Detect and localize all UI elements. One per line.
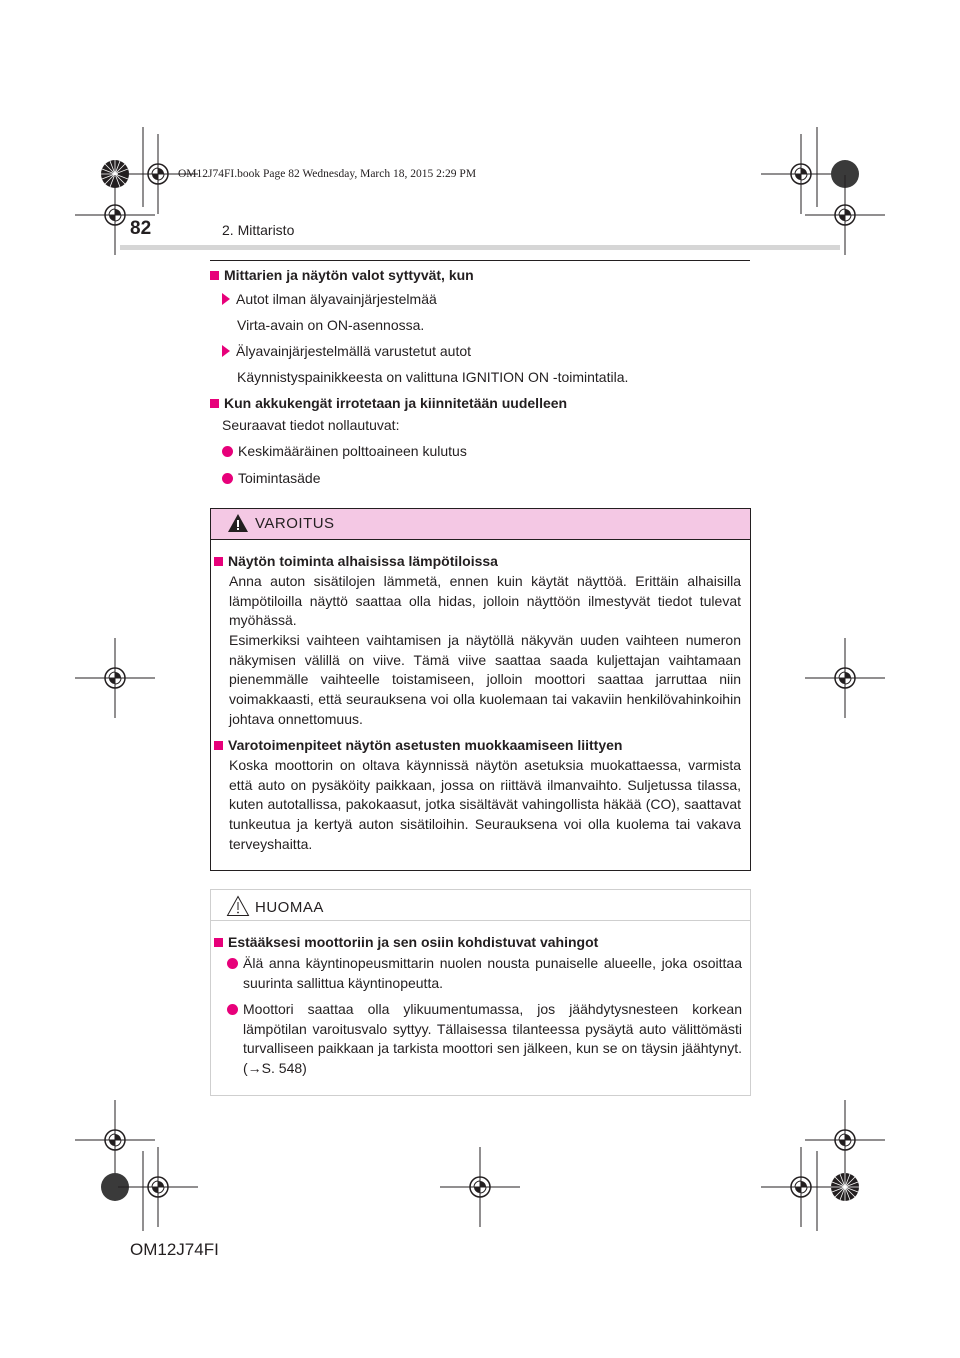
round-bullet-icon — [227, 1004, 238, 1015]
square-bullet-icon — [214, 741, 223, 750]
warning-triangle-icon — [227, 513, 249, 533]
triangle-bullet-icon — [222, 293, 230, 305]
caution-triangle-icon — [226, 895, 250, 917]
warning-paragraph: Esimerkiksi vaihteen vaihtamisen ja näytöllä näkyvän uuden vaihteen numeron näkymisen välillä on viive. Tämä viive saattaa saada kuljettajan vaihtamaan pienemmälle vaihteelle toistamiseen, jolloin moottori saattaa jarruttaa niin voimakkaasti, että seurauksena voi olla kuolemaan tai vakaviin henkilövahinkoihin johtava onnettomuus. — [229, 632, 741, 727]
warning-section-heading: Näytön toiminta alhaisissa lämpötiloissa — [214, 552, 498, 570]
warning-paragraph: Anna auton sisätilojen lämmetä, ennen kuin käytät näyttöä. Erittäin alhaisilla lämpötiloilla näyttö saattaa olla hidas, jolloin näyttöön ilmestyvät tiedot tulevat myöhässä. — [229, 573, 741, 629]
notice-label: HUOMAA — [255, 899, 324, 916]
round-bullet-icon — [222, 446, 233, 457]
header-rule — [120, 245, 840, 250]
warning-header — [211, 509, 750, 540]
square-bullet-icon — [210, 399, 219, 408]
section-title: 2. Mittaristo — [222, 222, 295, 238]
list-item: Älyavainjärjestelmällä varustetut autot — [222, 342, 471, 360]
document-code: OM12J74FI — [130, 1240, 219, 1259]
notice-bullet: Älä anna käyntinopeusmittarin nuolen nousta punaiselle alueelle, joka osoittaa suurinta sallittua käyntinopeutta. — [243, 955, 742, 991]
triangle-bullet-icon — [222, 345, 230, 357]
list-item: Keskimääräinen polttoaineen kulutus — [222, 442, 467, 460]
page-number: 82 — [130, 218, 152, 239]
square-bullet-icon — [210, 271, 219, 280]
round-bullet-icon — [222, 473, 233, 484]
round-bullet-icon — [227, 958, 238, 969]
list-item: Autot ilman älyavainjärjestelmää — [222, 290, 437, 308]
list-item-detail: Virta-avain on ON-asennossa. — [237, 317, 425, 333]
notice-heading: Estääksesi moottoriin ja sen osiin kohdistuvat vahingot — [214, 933, 598, 951]
warning-box — [210, 508, 751, 871]
topic-heading: Mittarien ja näytön valot syttyvät, kun — [210, 266, 474, 284]
square-bullet-icon — [214, 557, 223, 566]
warning-paragraph: Koska moottorin on oltava käynnissä näytön asetuksia muokattaessa, varmista että auto on pysäköity paikkaan, jossa on riittävä ilmanvaihto. Suljetussa tilassa, kuten autotallissa, pakokaasut, jotka sisältävät vahingollista häkää (CO), saattavat tunkeutua ja kertyä auton sisätiloihin. Seurauksena voi olla kuolema tai vakava terveyshaitta. — [229, 757, 741, 852]
list-item: Toimintasäde — [222, 469, 321, 487]
notice-box — [210, 889, 751, 1096]
notice-header — [211, 890, 750, 921]
book-stamp: OM12J74FI.book Page 82 Wednesday, March 18, 2015 2:29 PM — [178, 168, 477, 180]
content-rule — [210, 260, 750, 261]
list-item-detail: Käynnistyspainikkeesta on valittuna IGNITION ON -toimintatila. — [237, 369, 629, 385]
warning-section-heading: Varotoimenpiteet näytön asetusten muokkaamiseen liittyen — [214, 736, 622, 754]
topic-heading: Kun akkukengät irrotetaan ja kiinnitetään uudelleen — [210, 394, 567, 412]
warning-label: VAROITUS — [255, 515, 335, 532]
topic-intro: Seuraavat tiedot nollautuvat: — [222, 417, 400, 433]
square-bullet-icon — [214, 938, 223, 947]
notice-bullet: Moottori saattaa olla ylikuumentumassa, jos jäähdytysnesteen korkean lämpötilan varoitusvalo syttyy. Tällaisessa tilanteessa pysäytä auto välittömästi turvalliseen paikkaan ja tarkista moottori sen jälkeen, kun se on täysin jäähtynyt. (→S. 548) — [243, 1001, 742, 1077]
